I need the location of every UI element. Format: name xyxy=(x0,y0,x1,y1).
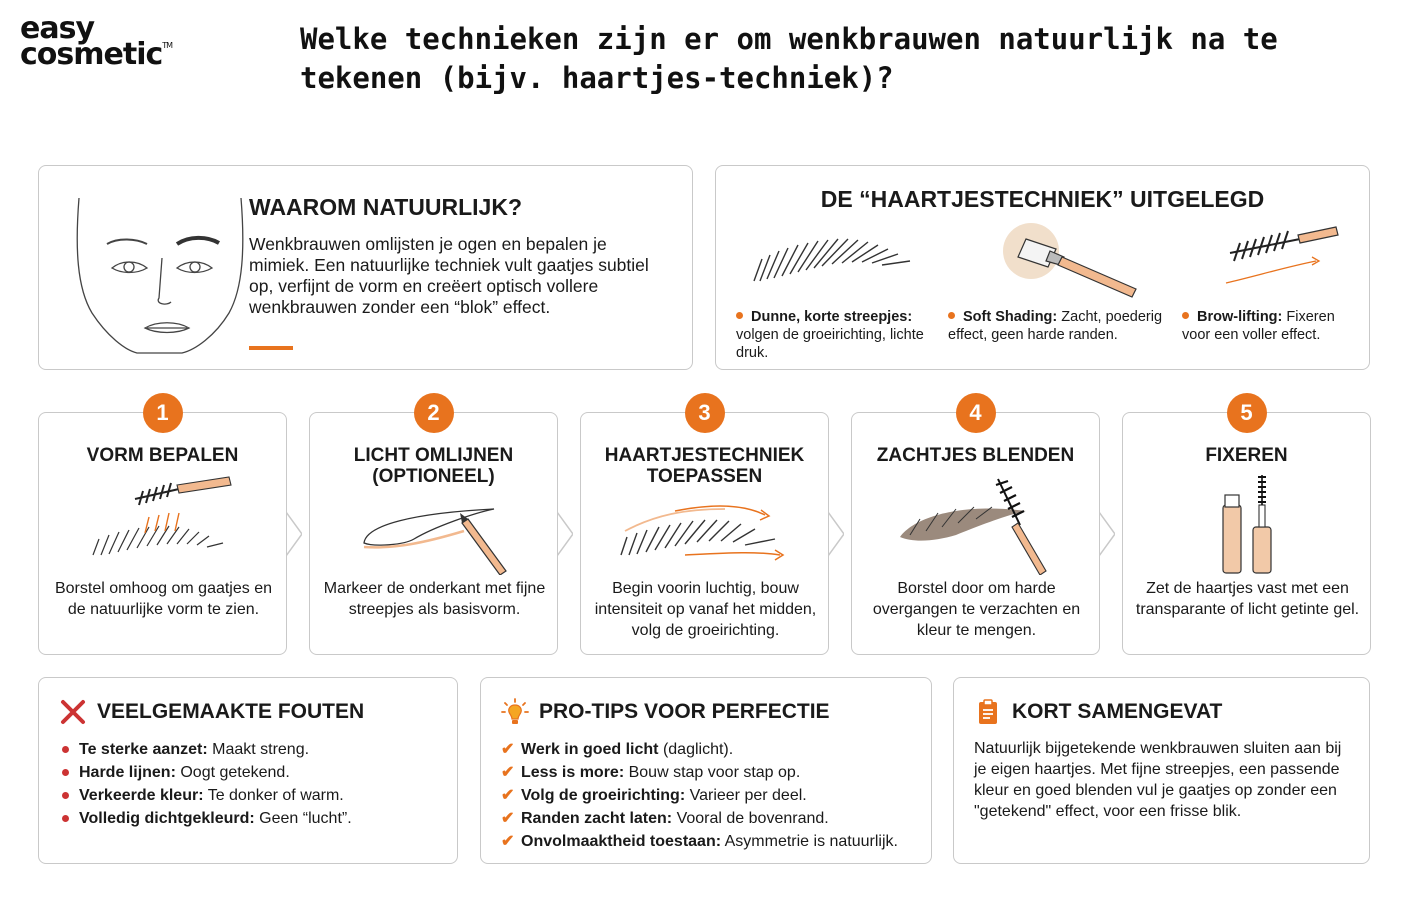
bullet-dot xyxy=(1182,312,1189,319)
brow-pencil-outline-icon xyxy=(354,475,514,575)
tips-list xyxy=(501,738,898,853)
step-number: 4 xyxy=(956,393,996,433)
bullet-dot xyxy=(736,312,743,319)
step-card-3 xyxy=(580,400,829,655)
step-title: VORM BEPALEN xyxy=(86,445,239,466)
step-title: LICHT OMLIJNEN (OPTIONEEL) xyxy=(353,445,514,487)
technique-item-lifting: Brow-lifting: Fixeren voor een voller effect. xyxy=(1182,309,1335,343)
spoolie-brow-icon xyxy=(83,475,243,575)
close-icon xyxy=(59,698,87,726)
summary-card xyxy=(953,677,1370,864)
brow-gel-icon xyxy=(1167,475,1327,575)
step-number: 2 xyxy=(414,393,454,433)
chevron-right-icon xyxy=(1099,512,1115,556)
step-card-1 xyxy=(38,400,287,655)
hair-strokes-icon xyxy=(615,475,795,575)
list-item: Verkeerde kleur: Te donker of warm. xyxy=(79,784,352,807)
technique-heading: DE “HAARTJESTECHNIEK” UITGELEGD xyxy=(820,186,1265,212)
step-title: ZACHTJES BLENDEN xyxy=(876,445,1075,466)
logo-line2: cosmetic xyxy=(20,37,163,73)
summary-heading: KORT SAMENGEVAT xyxy=(1012,700,1223,723)
why-heading: WAAROM NATUURLIJK? xyxy=(249,194,522,220)
list-item: ✔ Volg de groeirichting: Varieer per deel. xyxy=(501,787,807,804)
step-card-2 xyxy=(309,400,558,655)
list-item: Volledig dichtgekleurd: Geen “lucht”. xyxy=(79,807,352,830)
chevron-right-icon xyxy=(286,512,302,556)
technique-card xyxy=(715,165,1370,370)
blend-brush-icon xyxy=(896,475,1056,575)
logo-tm: TM xyxy=(162,41,173,51)
step-description: Borstel omhoog om gaatjes en de natuurlijke vorm te zien. xyxy=(54,580,272,618)
step-title: HAARTJESTECHNIEK TOEPASSEN xyxy=(604,445,805,487)
list-item: ✔ Werk in goed licht (daglicht). xyxy=(501,741,734,758)
technique-item-shading: Soft Shading: Zacht, poederig effect, geen harde randen. xyxy=(948,309,1163,343)
technique-item-strokes: Dunne, korte streepjes: volgen de groeirichting, lichte druk. xyxy=(736,309,924,361)
step-number: 5 xyxy=(1227,393,1267,433)
clipboard-icon xyxy=(974,698,1002,726)
step-description: Zet de haartjes vast met een transparante of licht getinte gel. xyxy=(1135,580,1360,618)
step-number: 1 xyxy=(143,393,183,433)
step-description: Markeer de onderkant met fijne streepjes als basisvorm. xyxy=(323,580,546,618)
step-description: Begin voorin luchtig, bouw intensiteit op vanaf het midden, volg de groeirichting. xyxy=(594,580,817,639)
list-item: ✔ Less is more: Bouw stap voor stap op. xyxy=(501,764,801,781)
list-item: Te sterke aanzet: Maakt streng. xyxy=(79,738,352,761)
brand-logo xyxy=(20,11,173,73)
page-title: Welke technieken zijn er om wenkbrauwen natuurlijk na te tekenen (bijv. haartjes-techniek)? xyxy=(300,22,1278,95)
step-description: Borstel door om harde overgangen te verzachten en kleur te mengen. xyxy=(872,580,1081,639)
mistakes-card xyxy=(38,677,458,864)
mistakes-heading: VEELGEMAAKTE FOUTEN xyxy=(97,700,365,723)
tips-card xyxy=(480,677,932,864)
why-text: Wenkbrauwen omlijsten je ogen en bepalen je mimiek. Een natuurlijke techniek vult gaatjes subtiel op, verfijnt de vorm en creëert optisch vollere wenkbrauwen zonder een “blok” effect. xyxy=(249,234,649,317)
face-illustration-icon xyxy=(67,188,257,358)
list-item: Harde lijnen: Oogt getekend. xyxy=(79,761,352,784)
lightbulb-icon xyxy=(501,698,529,726)
list-item: ✔ Onvolmaaktheid toestaan: Asymmetrie is natuurlijk. xyxy=(501,833,898,850)
step-card-5 xyxy=(1122,400,1371,655)
why-natural-card xyxy=(38,165,693,370)
tips-heading: PRO-TIPS VOOR PERFECTIE xyxy=(539,700,830,723)
step-card-4 xyxy=(851,400,1100,655)
spoolie-icon xyxy=(1216,221,1346,291)
list-item: ✔ Randen zacht laten: Vooral de bovenrand. xyxy=(501,810,829,827)
bullet-dot xyxy=(948,312,955,319)
step-number: 3 xyxy=(685,393,725,433)
step-title: FIXEREN xyxy=(1205,445,1288,466)
chevron-right-icon xyxy=(557,512,573,556)
mistakes-list xyxy=(79,738,352,830)
brow-strokes-icon xyxy=(746,221,921,291)
chevron-right-icon xyxy=(828,512,844,556)
accent-underline xyxy=(249,346,293,350)
logo-line1: easy xyxy=(20,11,95,46)
summary-text: Natuurlijk bijgetekende wenkbrauwen sluiten aan bij je eigen haartjes. Met fijne streepjes, een passende kleur en goed blenden vul je gaatjes op zonder een "getekend" effect, voor een frisse blik. xyxy=(974,740,1342,820)
powder-brush-icon xyxy=(986,221,1146,301)
